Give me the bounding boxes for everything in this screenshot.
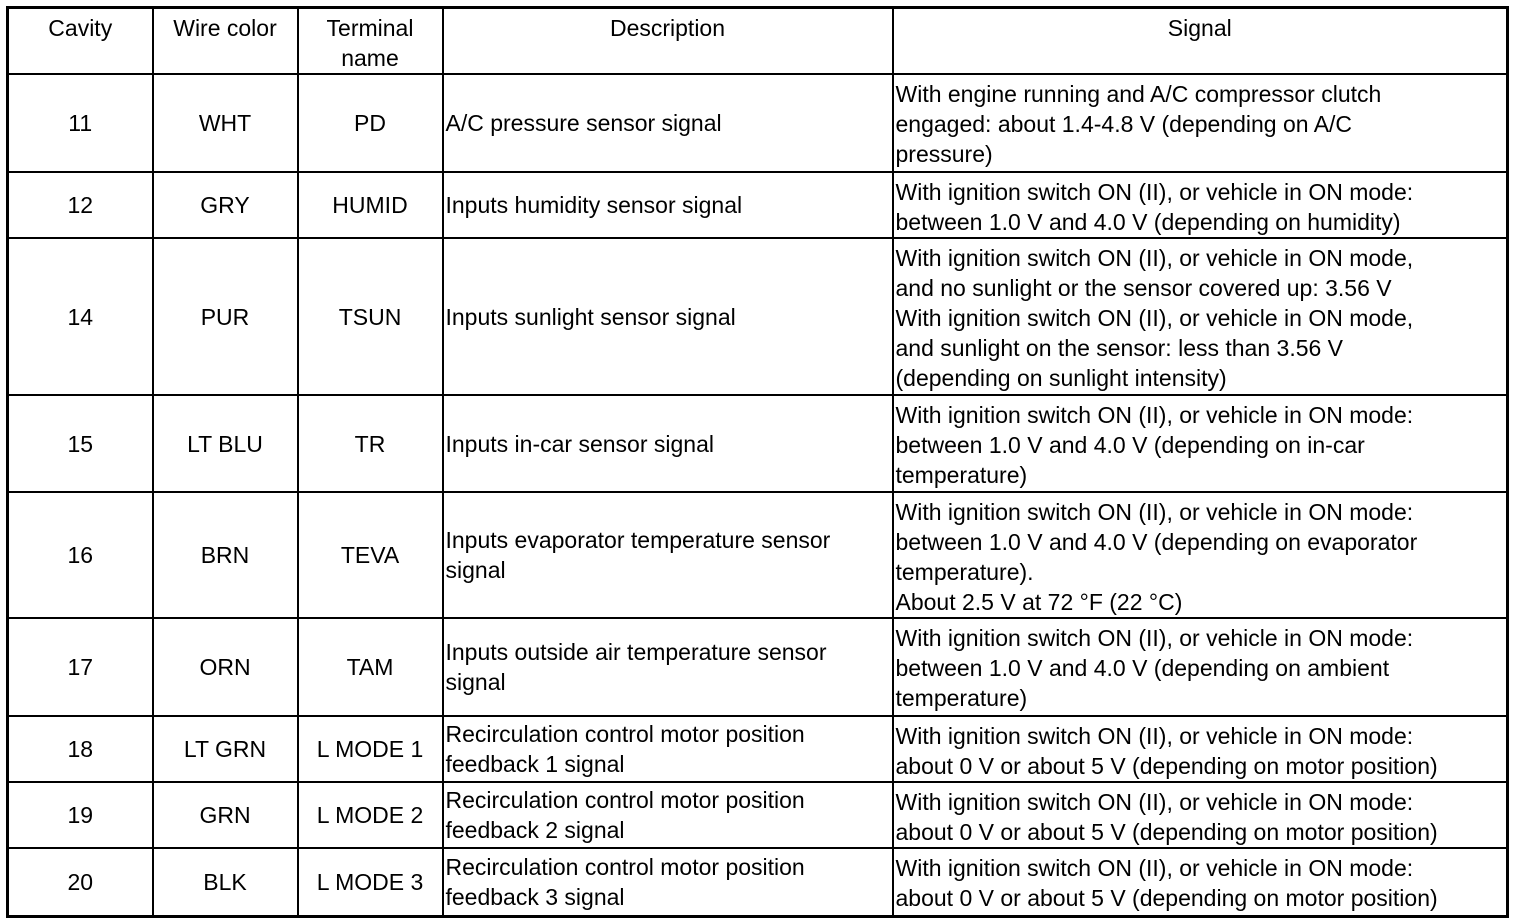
description-line: Inputs in-car sensor signal bbox=[445, 430, 714, 457]
signal-cell bbox=[893, 172, 1508, 238]
header-wire-color: Wire color bbox=[153, 8, 298, 75]
wire-color-cell: ORN bbox=[153, 618, 298, 716]
cavity-cell: 20 bbox=[8, 848, 153, 916]
table-row bbox=[8, 618, 1508, 716]
signal-line: about 0 V or about 5 V (depending on motor position) bbox=[895, 885, 1438, 911]
signal-cell bbox=[893, 238, 1508, 395]
terminal-name-cell: TSUN bbox=[298, 238, 443, 395]
signal-line: between 1.0 V and 4.0 V (depending on in-car bbox=[895, 432, 1365, 458]
cavity-cell: 14 bbox=[8, 238, 153, 395]
signal-line: temperature) bbox=[895, 685, 1028, 711]
wire-color-cell: BRN bbox=[153, 492, 298, 618]
description-line: Inputs evaporator temperature sensor bbox=[445, 527, 831, 553]
wire-color-cell: PUR bbox=[153, 238, 298, 395]
signal-line: With ignition switch ON (II), or vehicle in ON mode: bbox=[895, 499, 1414, 525]
table-row bbox=[8, 848, 1508, 916]
signal-line: With ignition switch ON (II), or vehicle in ON mode: bbox=[895, 625, 1414, 651]
wire-color-cell: LT GRN bbox=[153, 716, 298, 782]
cavity-cell: 11 bbox=[8, 74, 153, 172]
table-row bbox=[8, 74, 1508, 172]
signal-line: With ignition switch ON (II), or vehicle in ON mode, bbox=[895, 305, 1414, 331]
signal-line: About 2.5 V at 72 °F (22 °C) bbox=[895, 589, 1183, 615]
description-line: A/C pressure sensor signal bbox=[445, 110, 722, 136]
cavity-cell: 15 bbox=[8, 395, 153, 492]
description-line: Recirculation control motor position bbox=[445, 853, 805, 880]
wire-color-cell: WHT bbox=[153, 74, 298, 172]
description-line: feedback 3 signal bbox=[445, 883, 625, 910]
signal-line: about 0 V or about 5 V (depending on motor position) bbox=[895, 819, 1438, 845]
signal-line: temperature) bbox=[895, 462, 1028, 488]
signal-line: between 1.0 V and 4.0 V (depending on evaporator bbox=[895, 529, 1418, 555]
signal-line: and sunlight on the sensor: less than 3.56 V bbox=[895, 335, 1344, 361]
cavity-cell: 12 bbox=[8, 172, 153, 238]
table-row bbox=[8, 172, 1508, 238]
header-terminal-name-line: Terminal bbox=[326, 15, 414, 41]
header-terminal-name-line: name bbox=[341, 45, 399, 71]
table-row bbox=[8, 492, 1508, 618]
cavity-cell: 18 bbox=[8, 716, 153, 782]
signal-line: With ignition switch ON (II), or vehicle in ON mode: bbox=[895, 179, 1414, 205]
table-row bbox=[8, 716, 1508, 782]
signal-line: With engine running and A/C compressor clutch bbox=[895, 81, 1382, 107]
signal-line: between 1.0 V and 4.0 V (depending on humidity) bbox=[895, 209, 1401, 235]
description-line: signal bbox=[445, 669, 506, 695]
description-cell bbox=[443, 238, 893, 395]
signal-cell bbox=[893, 618, 1508, 716]
signal-cell bbox=[893, 74, 1508, 172]
wire-color-cell: BLK bbox=[153, 848, 298, 916]
table-row bbox=[8, 395, 1508, 492]
description-cell bbox=[443, 395, 893, 492]
signal-line: With ignition switch ON (II), or vehicle in ON mode: bbox=[895, 402, 1414, 428]
terminal-name-cell: TR bbox=[298, 395, 443, 492]
signal-cell bbox=[893, 848, 1508, 916]
signal-line: With ignition switch ON (II), or vehicle in ON mode: bbox=[895, 855, 1414, 881]
header-row bbox=[8, 8, 1508, 75]
table-row bbox=[8, 238, 1508, 395]
terminal-name-cell: TAM bbox=[298, 618, 443, 716]
cavity-cell: 17 bbox=[8, 618, 153, 716]
cavity-cell: 16 bbox=[8, 492, 153, 618]
terminal-name-cell: L MODE 3 bbox=[298, 848, 443, 916]
description-cell bbox=[443, 782, 893, 848]
description-line: feedback 1 signal bbox=[445, 751, 625, 777]
description-line: Recirculation control motor position bbox=[445, 721, 805, 747]
signal-line: and no sunlight or the sensor covered up: 3.56 V bbox=[895, 275, 1392, 301]
description-cell bbox=[443, 74, 893, 172]
wire-color-cell: GRY bbox=[153, 172, 298, 238]
description-cell bbox=[443, 172, 893, 238]
header-cavity: Cavity bbox=[8, 8, 153, 75]
header-terminal-name bbox=[298, 8, 443, 75]
description-line: Recirculation control motor position bbox=[445, 787, 805, 813]
description-line: Inputs outside air temperature sensor bbox=[445, 639, 827, 665]
signal-line: about 0 V or about 5 V (depending on motor position) bbox=[895, 753, 1438, 779]
cavity-cell: 19 bbox=[8, 782, 153, 848]
terminal-name-cell: HUMID bbox=[298, 172, 443, 238]
signal-cell bbox=[893, 492, 1508, 618]
description-cell bbox=[443, 492, 893, 618]
signal-line: pressure) bbox=[895, 141, 993, 167]
signal-cell bbox=[893, 716, 1508, 782]
description-cell bbox=[443, 848, 893, 916]
wire-color-cell: LT BLU bbox=[153, 395, 298, 492]
signal-line: temperature). bbox=[895, 559, 1034, 585]
description-line: Inputs sunlight sensor signal bbox=[445, 303, 736, 330]
description-line: signal bbox=[445, 557, 506, 583]
header-description: Description bbox=[443, 8, 893, 75]
description-cell bbox=[443, 618, 893, 716]
wire-color-cell: GRN bbox=[153, 782, 298, 848]
signal-cell bbox=[893, 395, 1508, 492]
header-signal: Signal bbox=[893, 8, 1508, 75]
terminal-table bbox=[6, 6, 1509, 918]
terminal-name-cell: L MODE 1 bbox=[298, 716, 443, 782]
terminal-name-cell: PD bbox=[298, 74, 443, 172]
table-row bbox=[8, 782, 1508, 848]
signal-line: With ignition switch ON (II), or vehicle in ON mode: bbox=[895, 789, 1414, 815]
signal-line: With ignition switch ON (II), or vehicle in ON mode, bbox=[895, 245, 1414, 271]
signal-cell bbox=[893, 782, 1508, 848]
signal-line: engaged: about 1.4-4.8 V (depending on A/C bbox=[895, 111, 1353, 137]
signal-line: With ignition switch ON (II), or vehicle in ON mode: bbox=[895, 723, 1414, 749]
terminal-name-cell: L MODE 2 bbox=[298, 782, 443, 848]
description-cell bbox=[443, 716, 893, 782]
terminal-name-cell: TEVA bbox=[298, 492, 443, 618]
description-line: Inputs humidity sensor signal bbox=[445, 192, 743, 218]
signal-line: between 1.0 V and 4.0 V (depending on ambient bbox=[895, 655, 1390, 681]
signal-line: (depending on sunlight intensity) bbox=[895, 365, 1227, 391]
description-line: feedback 2 signal bbox=[445, 817, 625, 843]
